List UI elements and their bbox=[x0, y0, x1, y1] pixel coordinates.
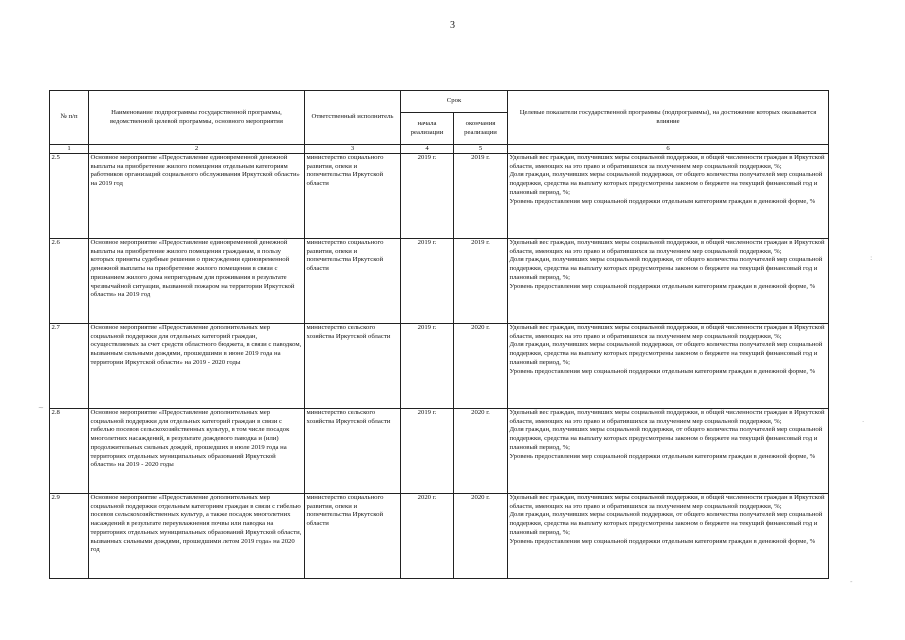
column-number: 4 bbox=[401, 145, 454, 154]
row-executor: министерство сельского хозяйства Иркутской области bbox=[305, 409, 401, 494]
row-end: 2020 г. bbox=[454, 494, 508, 579]
row-number: 2.8 bbox=[50, 409, 89, 494]
indicator-line: Доля граждан, получивших меры социальной поддержки, от общего количества получателей мер социальной поддержки, средства на выплату которых предусмотрены законом о бюджете на текущий финансовый год и плановый период, %; bbox=[509, 341, 823, 366]
row-indicators bbox=[508, 409, 829, 494]
row-indicators bbox=[508, 154, 829, 239]
indicator-line: Удельный вес граждан, получивших меры социальной поддержки, в общей численности граждан в Иркутской области, имеющих на это право и обратившихся за получением мер социальной поддержки, %; bbox=[509, 494, 825, 510]
row-executor: министерство сельского хозяйства Иркутской области bbox=[305, 324, 401, 409]
header-num: № п/п bbox=[50, 91, 89, 145]
row-end: 2020 г. bbox=[454, 409, 508, 494]
row-executor: министерство социального развития, опеки и попечительства Иркутской области bbox=[305, 239, 401, 324]
indicator-line: Уровень предоставления мер социальной поддержки отдельным категориям граждан в денежной форме, % bbox=[509, 282, 816, 290]
column-number: 2 bbox=[89, 145, 305, 154]
indicator-line: Уровень предоставления мер социальной поддержки отдельным категориям граждан в денежной форме, % bbox=[509, 452, 816, 460]
row-end: 2020 г. bbox=[454, 324, 508, 409]
row-name: Основное мероприятие «Предоставление единовременной денежной выплаты на приобретение жилого помещения гражданам, в пользу которых приняты судебные решения о присуждении единовременной денежной выплаты на приобретение жилого помещения в связи с признанием жилого дома непригодным для проживания в результате чрезвычайной ситуации, вызванной пожаром на территории Иркутской области» на 2019 год bbox=[89, 239, 305, 324]
header-name: Наименование подпрограммы государственной программы, ведомственной целевой программы, основного мероприятия bbox=[89, 91, 305, 145]
row-start: 2019 г. bbox=[401, 409, 454, 494]
page-number: 3 bbox=[450, 20, 455, 31]
table-row bbox=[50, 494, 829, 579]
row-name: Основное мероприятие «Предоставление дополнительных мер социальной поддержки для отдельных категорий граждан, осуществляемых за счет средств областного бюджета, в связи с паводком, вызванным сильными дождями, прошедшими в июне 2019 года на территории Иркутской области» на 2019 - 2020 годы bbox=[89, 324, 305, 409]
row-end: 2019 г. bbox=[454, 154, 508, 239]
row-indicators bbox=[508, 239, 829, 324]
row-number: 2.6 bbox=[50, 239, 89, 324]
indicator-line: Доля граждан, получивших меры социальной поддержки, от общего количества получателей мер социальной поддержки, средства на выплату которых предусмотрены законом о бюджете на текущий финансовый год и плановый период, %; bbox=[509, 171, 823, 196]
table-row bbox=[50, 324, 829, 409]
table-body bbox=[50, 154, 829, 579]
row-number: 2.7 bbox=[50, 324, 89, 409]
header-term: Срок bbox=[401, 91, 508, 113]
indicator-line: Уровень предоставления мер социальной поддержки отдельным категориям граждан в денежной форме, % bbox=[509, 537, 816, 545]
row-name: Основное мероприятие «Предоставление дополнительных мер социальной поддержки отдельным категориям граждан в связи с гибелью посевов сельскохозяйственных культур, а также посадок многолетних насаждений в результате переувлажнения почвы или паводка на территориях отдельных муниципальных образований Иркутской области, вызванных сильными дождями, прошедшими летом 2019 года» на 2020 год bbox=[89, 494, 305, 579]
row-start: 2019 г. bbox=[401, 154, 454, 239]
scan-mark: - bbox=[850, 578, 853, 586]
program-table bbox=[49, 90, 829, 579]
column-number: 5 bbox=[454, 145, 508, 154]
header-indicators: Целевые показатели государственной программы (подпрограммы), на достижение которых оказывается влияние bbox=[508, 91, 829, 145]
row-indicators bbox=[508, 494, 829, 579]
column-number: 3 bbox=[305, 145, 401, 154]
indicator-line: Доля граждан, получивших меры социальной поддержки, от общего количества получателей мер социальной поддержки, средства на выплату которых предусмотрены законом о бюджете на текущий финансовый год и плановый период, %; bbox=[509, 426, 823, 451]
row-number: 2.5 bbox=[50, 154, 89, 239]
header-executor: Ответственный исполнитель bbox=[305, 91, 401, 145]
row-start: 2020 г. bbox=[401, 494, 454, 579]
scan-mark: ~ bbox=[38, 404, 44, 412]
row-indicators bbox=[508, 324, 829, 409]
column-number: 6 bbox=[508, 145, 829, 154]
row-start: 2019 г. bbox=[401, 324, 454, 409]
row-start: 2019 г. bbox=[401, 239, 454, 324]
table-row bbox=[50, 409, 829, 494]
indicator-line: Уровень предоставления мер социальной поддержки отдельным категориям граждан в денежной форме, % bbox=[509, 197, 816, 205]
indicator-line: Удельный вес граждан, получивших меры социальной поддержки, в общей численности граждан в Иркутской области, имеющих на это право и обратившихся за получением мер социальной поддержки, %; bbox=[509, 154, 825, 170]
column-number: 1 bbox=[50, 145, 89, 154]
indicator-line: Удельный вес граждан, получивших меры социальной поддержки, в общей численности граждан в Иркутской области, имеющих на это право и обратившихся за получением мер социальной поддержки, %; bbox=[509, 324, 825, 340]
table-row bbox=[50, 239, 829, 324]
indicator-line: Доля граждан, получивших меры социальной поддержки, от общего количества получателей мер социальной поддержки, средства на выплату которых предусмотрены законом о бюджете на текущий финансовый год и плановый период, %; bbox=[509, 511, 823, 536]
row-number: 2.9 bbox=[50, 494, 89, 579]
row-executor: министерство социального развития, опеки и попечительства Иркутской области bbox=[305, 494, 401, 579]
indicator-line: Удельный вес граждан, получивших меры социальной поддержки, в общей численности граждан в Иркутской области, имеющих на это право и обратившихся за получением мер социальной поддержки, %; bbox=[509, 409, 825, 425]
row-end: 2019 г. bbox=[454, 239, 508, 324]
indicator-line: Доля граждан, получивших меры социальной поддержки, от общего количества получателей мер социальной поддержки, средства на выплату которых предусмотрены законом о бюджете на текущий финансовый год и плановый период, %; bbox=[509, 256, 823, 281]
header-end: окончания реализации bbox=[454, 113, 508, 145]
row-name: Основное мероприятие «Предоставление дополнительных мер социальной поддержки для отдельных категорий граждан в связи с гибелью посевов сельскохозяйственных культур, в том числе посадок многолетних насаждений, в результате дождевого паводка и (или) продолжительных сильных дождей, прошедших в июле 2019 года на территориях отдельных муниципальных образований Иркутской области» на 2019 - 2020 годы bbox=[89, 409, 305, 494]
indicator-line: Удельный вес граждан, получивших меры социальной поддержки, в общей численности граждан в Иркутской области, имеющих на это право и обратившихся за получением мер социальной поддержки, %; bbox=[509, 239, 825, 255]
scan-mark: : bbox=[870, 254, 873, 262]
row-executor: министерство социального развития, опеки и попечительства Иркутской области bbox=[305, 154, 401, 239]
row-name: Основное мероприятие «Предоставление единовременной денежной выплаты на приобретение жилого помещения отдельным категориям работников организаций социального обслуживания Иркутской области» на 2019 год bbox=[89, 154, 305, 239]
scan-mark: · bbox=[862, 418, 865, 426]
indicator-line: Уровень предоставления мер социальной поддержки отдельным категориям граждан в денежной форме, % bbox=[509, 367, 816, 375]
header-start: начала реализации bbox=[401, 113, 454, 145]
table-row bbox=[50, 154, 829, 239]
